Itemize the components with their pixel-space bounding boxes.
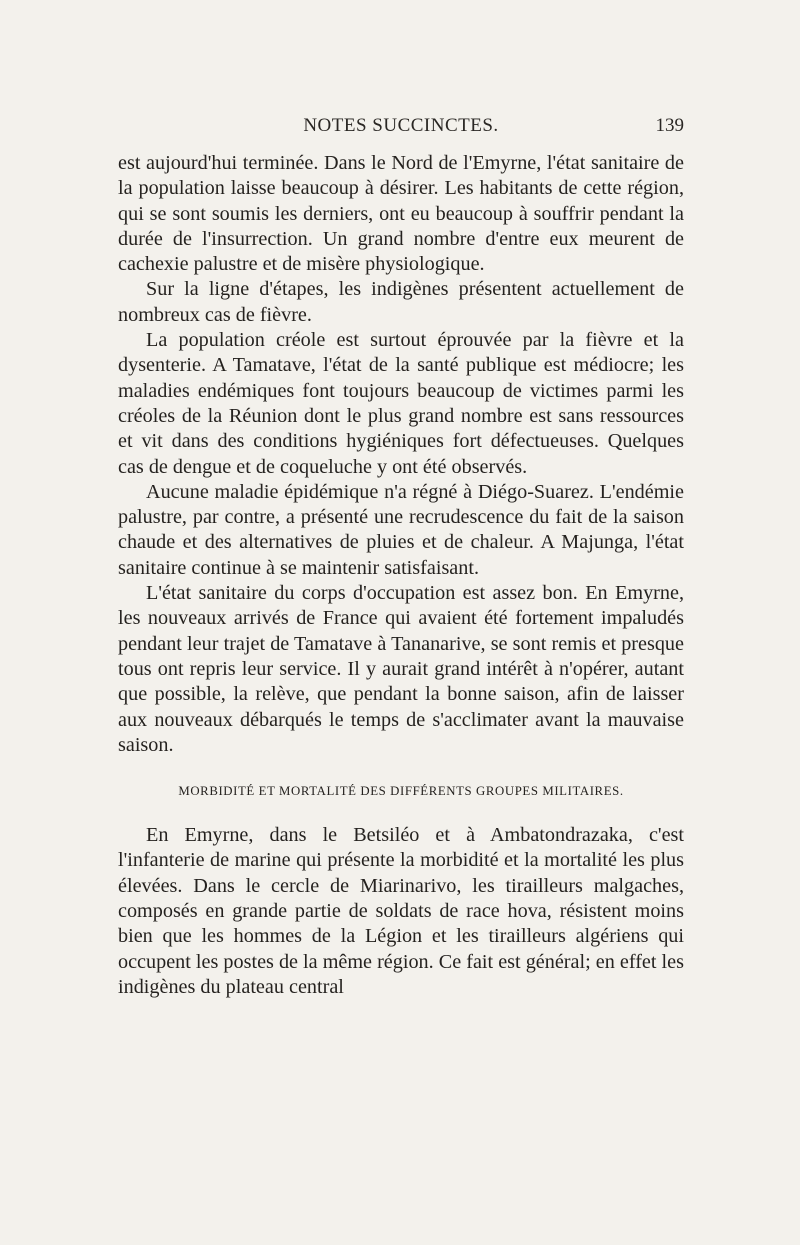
section-heading: MORBIDITÉ ET MORTALITÉ DES DIFFÉRENTS GROUPES MILITAIRES. [178,784,624,799]
page-number: 139 [655,115,684,136]
body-text [118,151,684,1000]
paragraph: Sur la ligne d'étapes, les indigènes présentent actuellement de nombreux cas de fièvre. [118,278,684,326]
paragraph-continuation: est aujourd'hui terminée. Dans le Nord de l'Emyrne, l'état sanitaire de la population laisse beaucoup à désirer. Les habitants de cette région, qui se sont soumis les derniers, ont eu beaucoup à souffrir pendant la durée de l'insurrection. Un grand nombre d'entre eux meurent de cachexie palustre et de misère physiologique. [118,152,684,276]
paragraph: En Emyrne, dans le Betsiléo et à Ambatondrazaka, c'est l'infanterie de marine qui présente la morbidité et la mortalité les plus élevées. Dans le cercle de Miarinarivo, les tirailleurs malgaches, composés en grande partie de soldats de race hova, résistent moins bien que les hommes de la Légion et les tirailleurs algériens qui occupent les postes de la même région. Ce fait est général; en effet les indigènes du plateau central [118,824,684,998]
paragraph: L'état sanitaire du corps d'occupation est assez bon. En Emyrne, les nouveaux arrivés de France qui avaient été fortement impaludés pendant leur trajet de Tamatave à Tananarive, se sont remis et presque tous ont repris leur service. Il y aurait grand intérêt à n'opérer, autant que possible, la relève, que pendant la bonne saison, afin de laisser aux nouveaux débarqués le temps de s'acclimater avant la mauvaise saison. [118,582,684,756]
paragraph: La population créole est surtout éprouvée par la fièvre et la dysenterie. A Tamatave, l'état de la santé publique est médiocre; les maladies endémiques font toujours beaucoup de victimes parmi les créoles de la Réunion dont le plus grand nombre est sans ressources et vit dans des conditions hygiéniques fort défectueuses. Quelques cas de dengue et de coqueluche y ont été observés. [118,329,684,478]
page-header [118,115,684,143]
running-title: NOTES SUCCINCTES. [303,115,499,136]
paragraph: Aucune maladie épidémique n'a régné à Diégo-Suarez. L'endémie palustre, par contre, a présenté une recrudescence du fait de la saison chaude et des alternatives de pluies et de chaleur. A Majunga, l'état sanitaire continue à se maintenir satisfaisant. [118,480,684,579]
